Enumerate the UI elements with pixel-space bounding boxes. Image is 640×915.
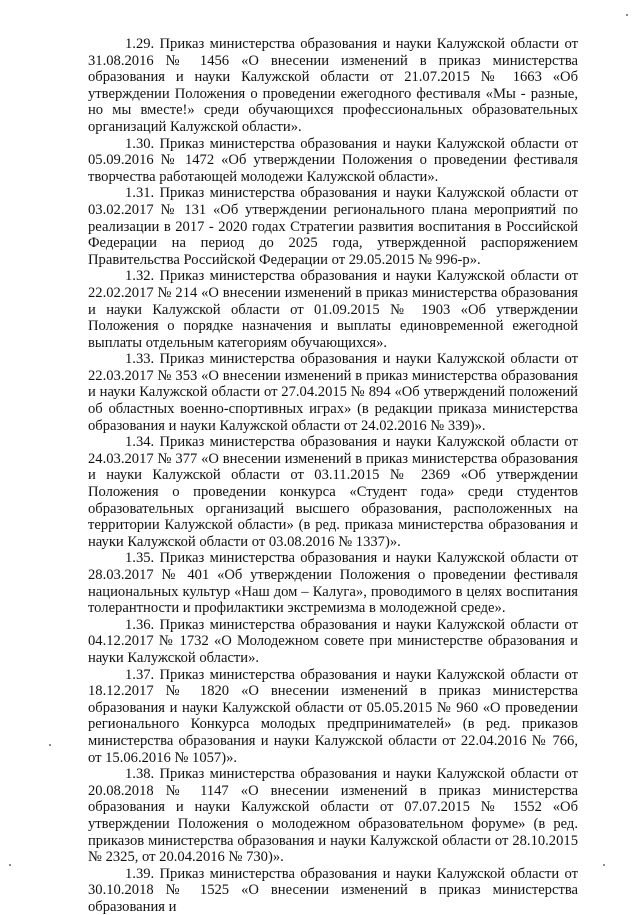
paragraph-1-30: 1.30. Приказ министерства образования и науки Калужской области от 05.09.2016 № 1472 «Об утверждении Положения о проведении фестиваля творчества работающей молодежи Калужской области». [88,135,578,185]
paragraph-1-37: 1.37. Приказ министерства образования и науки Калужской области от 18.12.2017 № 1820 «О внесении изменений в приказ министерства образования и науки Калужской области от 05.05.2015 № 960 «О проведении регионального Конкурса молодых предпринимателей» (в ред. приказов министерства образования и науки Калужской области от 22.04.2016 № 766, от 15.06.2016 № 1057)». [88,666,578,766]
paragraph-1-33: 1.33. Приказ министерства образования и науки Калужской области от 22.03.2017 № 353 «О внесении изменений в приказ министерства образования и науки Калужской области от 27.04.2015 № 894 «Об утверждений положений об областных военно-спортивных играх» (в редакции приказа министерства образования и науки Калужской области от 24.02.2016 № 339)». [88,351,578,434]
paragraph-1-34: 1.34. Приказ министерства образования и науки Калужской области от 24.03.2017 № 377 «О внесении изменений в приказ министерства образования и науки Калужской области от 03.11.2015 № 2369 «Об утверждении Положения о проведении конкурса «Студент года» среди студентов образовательных организаций высшего образования, расположенных на территории Калужской области» (в ред. приказа министерства образования и науки Калужской области от 03.08.2016 № 1337)». [88,434,578,550]
paragraph-1-32: 1.32. Приказ министерства образования и науки Калужской области от 22.02.2017 № 214 «О внесении изменений в приказ министерства образования и науки Калужской области от 01.09.2015 № 1903 «Об утверждении Положения о порядке назначения и выплаты единовременной ежегодной выплаты отдельным категориям обучающихся». [88,268,578,351]
paragraph-1-36: 1.36. Приказ министерства образования и науки Калужской области от 04.12.2017 № 1732 «О Молодежном совете при министерстве образования и науки Калужской области». [88,616,578,666]
paragraph-1-31: 1.31. Приказ министерства образования и науки Калужской области от 03.02.2017 № 131 «Об утверждении регионального плана мероприятий по реализации в 2017 - 2020 годах Стратегии развития воспитания в Российской Федерации на период до 2025 года, утвержденной распоряжением Правительства Российской Федерации от 29.05.2015 № 996-р». [88,185,578,268]
paragraph-1-29: 1.29. Приказ министерства образования и науки Калужской области от 31.08.2016 № 1456 «О внесении изменений в приказ министерства образования и науки Калужской области от 21.07.2015 № 1663 «Об утверждении Положения о проведении ежегодного фестиваля «Мы - разные, но мы вместе!» среди обучающихся профессиональных образовательных организаций Калужской области». [88,36,578,135]
paragraph-1-38: 1.38. Приказ министерства образования и науки Калужской области от 20.08.2018 № 1147 «О внесении изменений в приказ министерства образования и науки Калужской области от 07.07.2015 № 1552 «Об утверждении Положения о молодежном образовательном форуме» (в ред. приказов министерства образования и науки Калужской области от 28.10.2015 № 2325, от 20.04.2016 № 730)». [88,766,578,866]
paragraph-1-39: 1.39. Приказ министерства образования и науки Калужской области от 30.10.2018 № 1525 «О внесении изменений в приказ министерства образования и [88,865,578,915]
scan-speck [603,864,605,866]
scan-speck [626,14,628,16]
paragraph-1-35: 1.35. Приказ министерства образования и науки Калужской области от 28.03.2017 № 401 «Об утверждении Положения о проведении фестиваля национальных культур «Наш дом – Калуга», проводимого в целях воспитания толерантности и профилактики экстремизма в молодежной среде». [88,550,578,617]
scan-speck [49,744,51,746]
scan-speck [9,864,11,866]
